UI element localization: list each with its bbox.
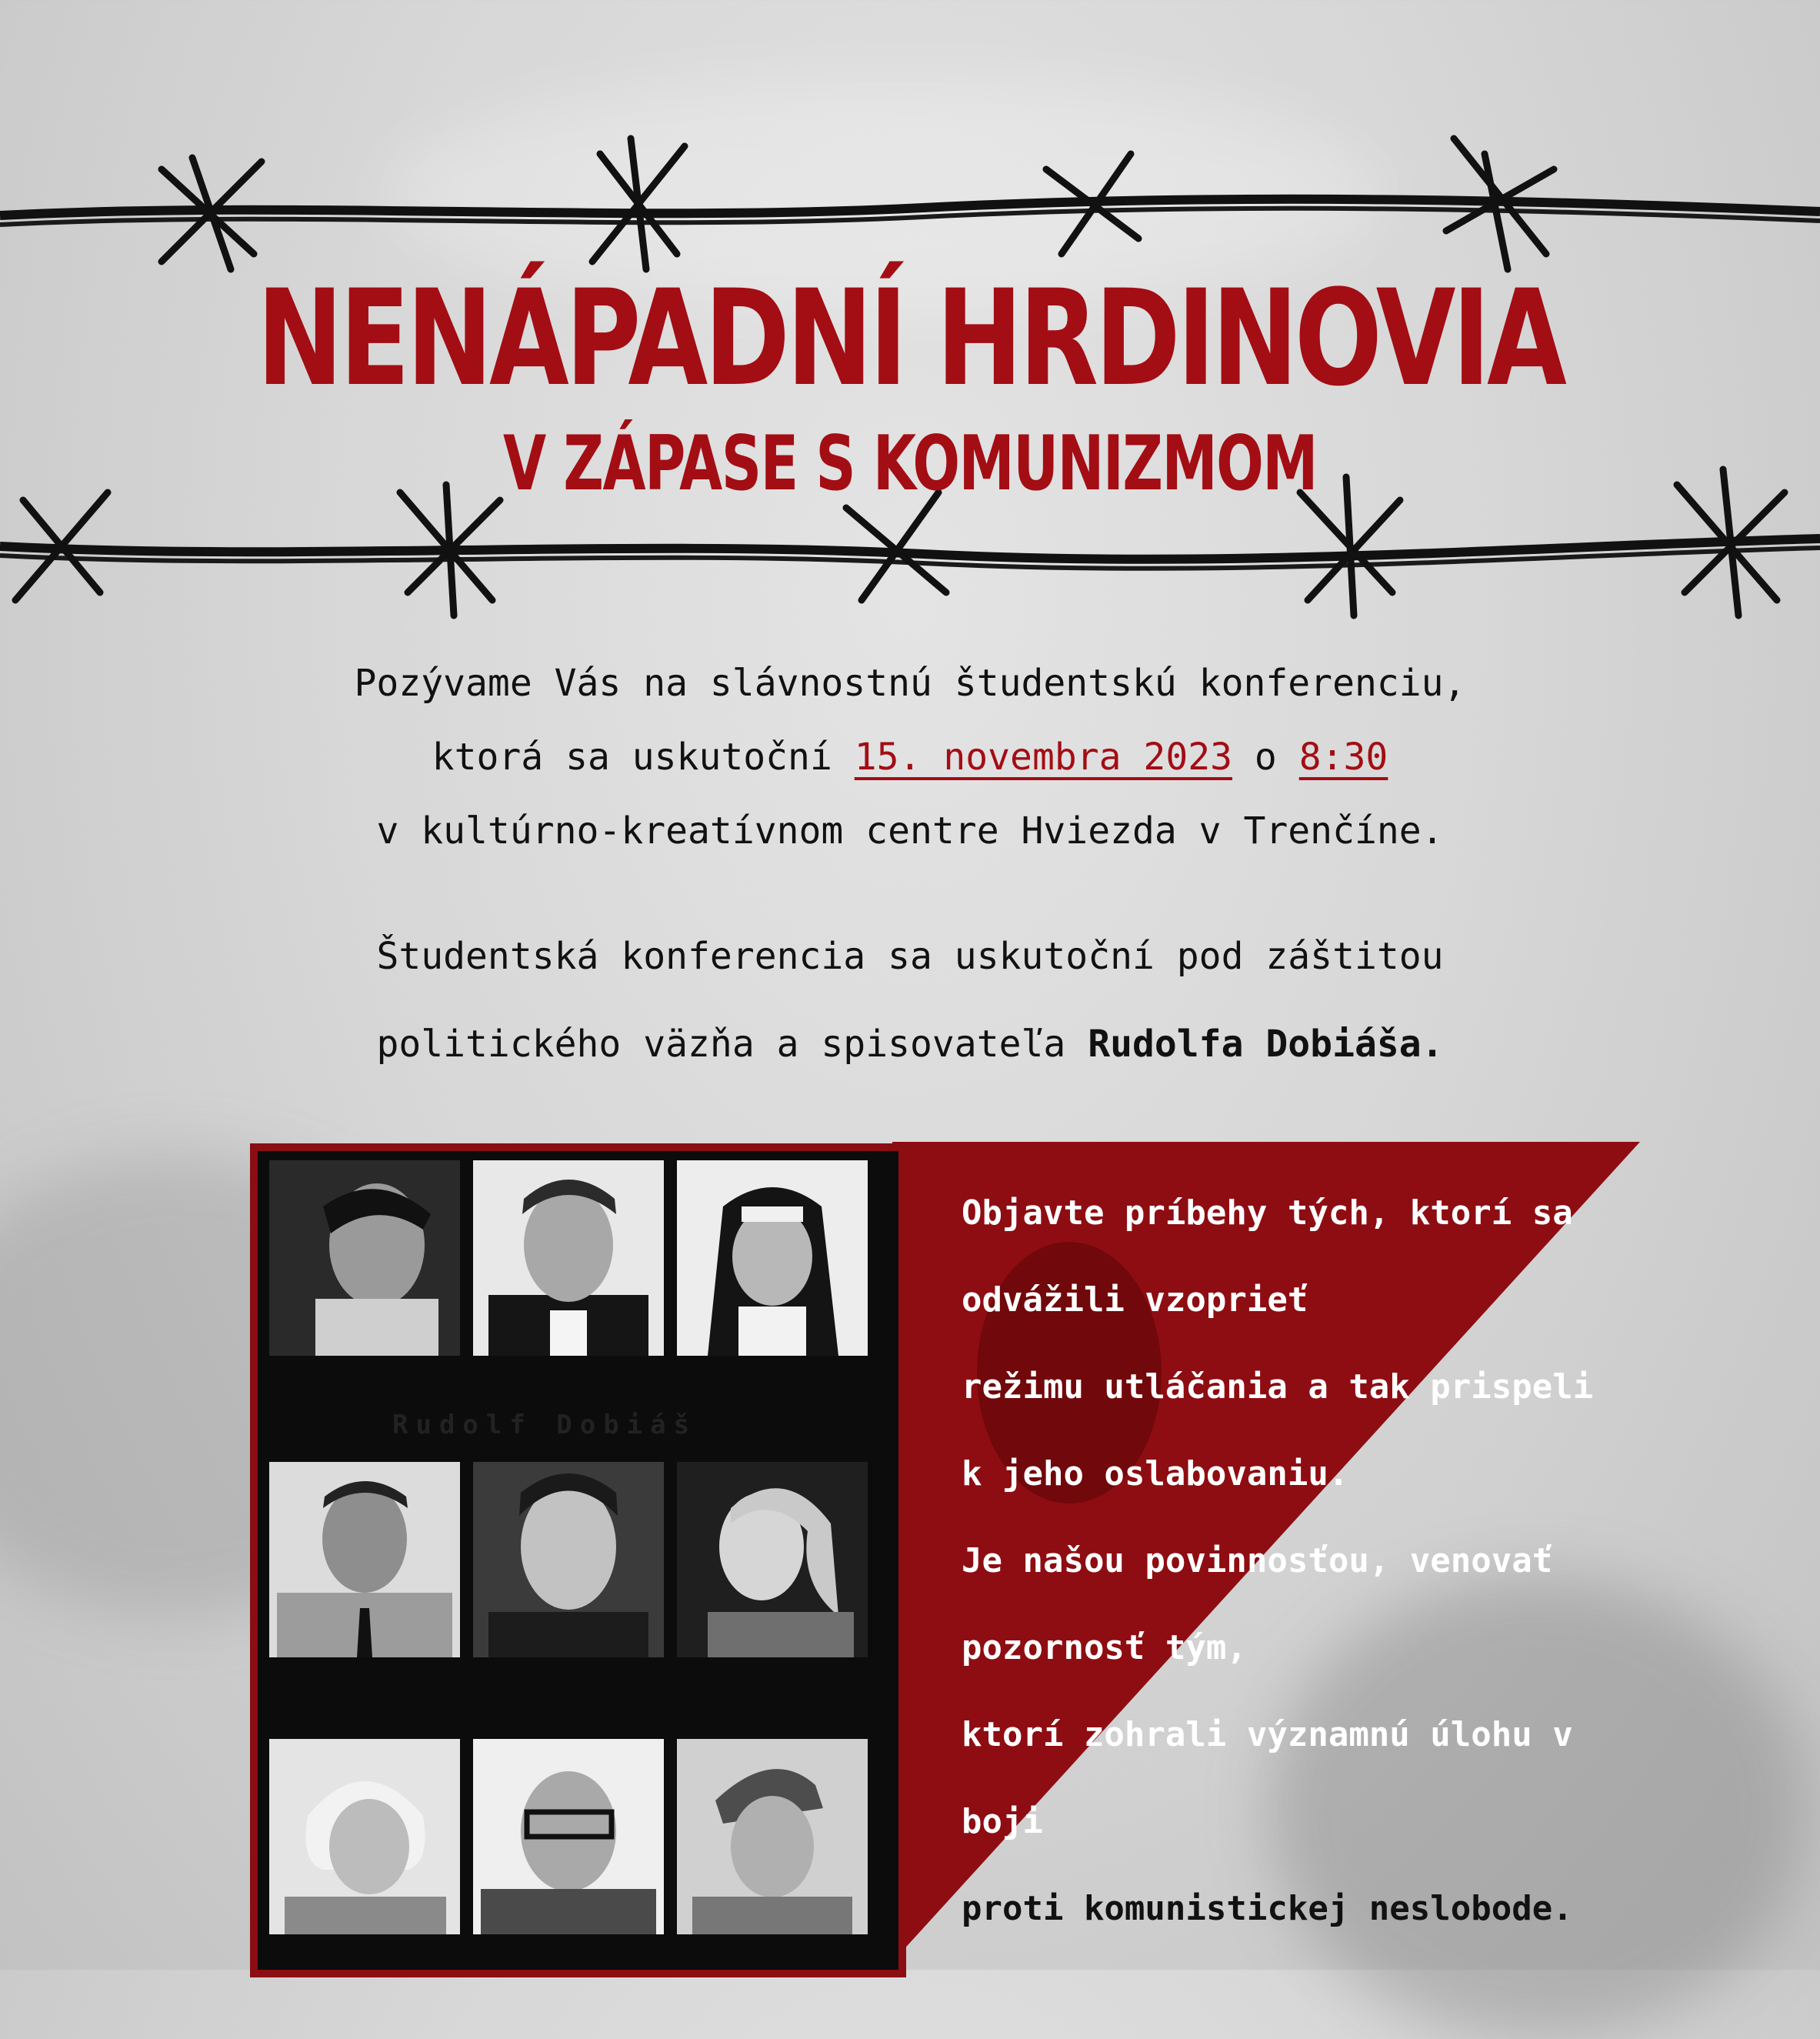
invitation-line-2-start: ktorá sa uskutoční	[432, 736, 855, 779]
invitation-text	[0, 646, 1820, 868]
portrait-photo	[269, 1462, 460, 1657]
story-line: Objavte príbehy tých, ktorí sa	[962, 1193, 1573, 1233]
page-subtitle: V ZÁPASE S KOMUNIZMOM	[502, 420, 1317, 508]
story-line: režimu utláčania a tak prispeli	[962, 1367, 1594, 1407]
invitation-line-3: v kultúrno-kreatívnom centre Hviezda v Trenčíne.	[376, 809, 1444, 853]
event-date: 15. novembra 2023	[854, 736, 1233, 779]
page-title: NENÁPADNÍ HRDINOVIA	[256, 261, 1564, 415]
story-line: k jeho oslabovaniu.	[962, 1454, 1349, 1493]
patron-name: Rudolfa Dobiáša.	[1088, 1023, 1444, 1066]
portrait-photo	[269, 1739, 460, 1934]
story-text	[962, 1170, 1654, 1952]
story-line: boji	[962, 1802, 1043, 1841]
invitation-line-1: Pozývame Vás na slávnostnú študentskú konferenciu,	[354, 662, 1466, 705]
barbed-wire-top	[0, 123, 1820, 277]
story-line: proti komunistickej neslobode.	[962, 1889, 1573, 1928]
patronage-line-2	[0, 1000, 1820, 1088]
portrait-photo	[473, 1462, 664, 1657]
invitation-line-2-mid: o	[1232, 736, 1299, 779]
patronage-text	[0, 913, 1820, 1088]
collage-caption: Rudolf Dobiáš	[392, 1410, 698, 1440]
story-line: pozornosť tým,	[962, 1628, 1247, 1667]
story-line: odvážili vzoprieť	[962, 1280, 1308, 1320]
patronage-line-2-start: politického väzňa a spisovateľa	[376, 1023, 1088, 1066]
portrait-photo	[269, 1160, 460, 1356]
story-line: Je našou povinnosťou, venovať	[962, 1541, 1553, 1580]
invitation-line-2	[0, 720, 1820, 794]
portrait-photo	[473, 1160, 664, 1356]
event-time: 8:30	[1298, 736, 1388, 779]
portrait-collage	[250, 1143, 906, 1977]
portrait-photo	[677, 1739, 868, 1934]
story-line: ktorí zohrali významnú úlohu v	[962, 1715, 1573, 1754]
portrait-photo	[677, 1462, 868, 1657]
portrait-photo	[473, 1739, 664, 1934]
portrait-photo	[677, 1160, 868, 1356]
patronage-line-1: Študentská konferencia sa uskutoční pod záštitou	[376, 935, 1444, 978]
